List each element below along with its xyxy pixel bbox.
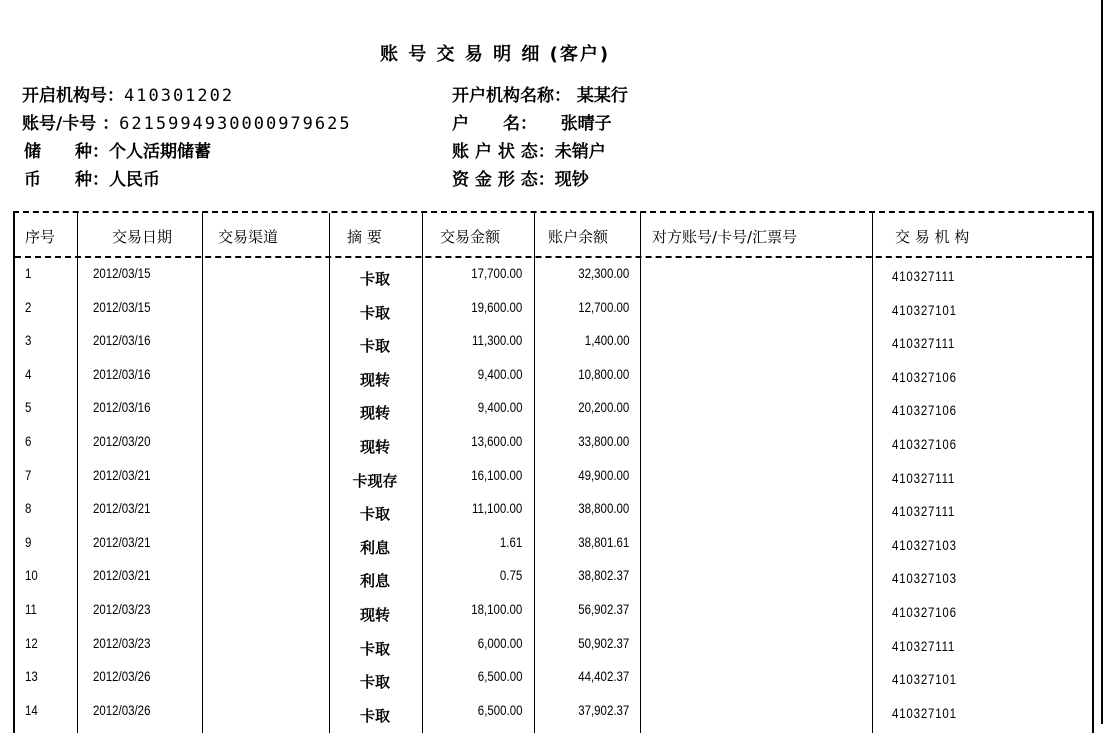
cell-org: 410327111 bbox=[892, 335, 956, 352]
cell-date: 2012/03/15 bbox=[93, 298, 151, 315]
cell-balance: 37,902.37 bbox=[577, 701, 629, 718]
cell-amount: 11,100.00 bbox=[471, 500, 522, 517]
header-date: 交易日期 bbox=[112, 228, 173, 246]
table-row bbox=[15, 259, 1092, 293]
account-status bbox=[452, 142, 606, 162]
cell-no: 10 bbox=[25, 567, 38, 584]
cell-balance: 44,402.37 bbox=[577, 668, 629, 685]
cell-balance: 56,902.37 bbox=[577, 601, 629, 617]
table-row bbox=[15, 561, 1092, 595]
cell-date: 2012/03/20 bbox=[93, 433, 151, 449]
status-value: 未销户 bbox=[554, 142, 606, 162]
status-label: 账 户 状 态： bbox=[452, 142, 555, 162]
cell-amount: 18,100.00 bbox=[470, 601, 522, 617]
cell-org: 410327101 bbox=[892, 671, 957, 688]
currency-label: 币 种： bbox=[24, 170, 109, 190]
cell-org: 410327106 bbox=[892, 604, 957, 620]
cell-org: 410327106 bbox=[892, 436, 957, 452]
cell-no: 6 bbox=[25, 433, 32, 449]
cell-date: 2012/03/26 bbox=[93, 701, 151, 718]
cell-amount: 6,500.00 bbox=[477, 701, 522, 718]
open-org-no-label: 开启机构号： bbox=[22, 86, 124, 106]
table-row bbox=[15, 293, 1092, 327]
cell-date: 2012/03/16 bbox=[93, 399, 151, 416]
category-value: 个人活期储蓄 bbox=[109, 142, 211, 162]
cell-date: 2012/03/26 bbox=[93, 668, 151, 685]
cell-no: 7 bbox=[25, 466, 32, 483]
header-channel: 交易渠道 bbox=[218, 228, 279, 246]
cell-date: 2012/03/23 bbox=[93, 601, 151, 617]
category-label: 储 种： bbox=[24, 142, 109, 162]
cell-summary: 现转 bbox=[359, 370, 391, 389]
cell-summary: 卡取 bbox=[359, 505, 391, 524]
cell-amount: 0.75 bbox=[499, 567, 522, 584]
page-right-border bbox=[1101, 0, 1103, 724]
cell-org: 410327111 bbox=[892, 268, 956, 284]
cell-no: 2 bbox=[25, 298, 32, 315]
cell-summary: 利息 bbox=[359, 572, 391, 591]
table-row bbox=[15, 662, 1092, 696]
cell-no: 3 bbox=[25, 332, 32, 349]
cell-balance: 20,200.00 bbox=[577, 399, 629, 416]
cell-summary: 卡取 bbox=[359, 706, 391, 725]
fund-form-value: 现钞 bbox=[554, 170, 589, 190]
header-counterparty: 对方账号/卡号/汇票号 bbox=[652, 228, 798, 246]
account-label: 账号/卡号 ： bbox=[22, 114, 120, 134]
open-org-name bbox=[452, 86, 628, 106]
cell-summary: 卡取 bbox=[359, 673, 391, 692]
table-row bbox=[15, 393, 1092, 427]
cell-date: 2012/03/16 bbox=[93, 332, 151, 349]
cell-amount: 17,700.00 bbox=[470, 265, 522, 281]
cell-summary: 现转 bbox=[359, 606, 391, 624]
fund-form bbox=[452, 170, 589, 190]
cell-no: 9 bbox=[25, 533, 32, 550]
cell-no: 8 bbox=[25, 500, 32, 517]
cell-balance: 12,700.00 bbox=[577, 298, 629, 315]
open-org-no-value: 410301202 bbox=[124, 86, 235, 106]
header-summary: 摘 要 bbox=[347, 228, 382, 246]
cell-summary: 卡取 bbox=[359, 303, 391, 322]
cell-no: 13 bbox=[25, 668, 38, 685]
cell-amount: 16,100.00 bbox=[470, 466, 522, 483]
header-amount: 交易金额 bbox=[440, 228, 501, 246]
table-row bbox=[15, 326, 1092, 360]
cell-no: 14 bbox=[25, 701, 38, 718]
cell-balance: 10,800.00 bbox=[577, 365, 629, 382]
currency bbox=[24, 170, 160, 190]
cell-no: 5 bbox=[25, 399, 32, 416]
cell-amount: 11,300.00 bbox=[471, 332, 522, 349]
cell-summary: 现转 bbox=[359, 438, 391, 456]
cell-date: 2012/03/21 bbox=[93, 567, 151, 584]
table-row bbox=[15, 360, 1092, 394]
cell-org: 410327111 bbox=[892, 637, 956, 654]
fund-form-label: 资 金 形 态： bbox=[452, 170, 555, 190]
cell-amount: 19,600.00 bbox=[470, 298, 522, 315]
cell-no: 4 bbox=[25, 365, 32, 382]
cell-no: 1 bbox=[25, 265, 32, 281]
cell-org: 410327111 bbox=[892, 469, 956, 486]
account-number bbox=[22, 114, 352, 134]
account-value: 6215994930000979625 bbox=[119, 114, 352, 134]
page-title: 账 号 交 易 明 细 (客户) bbox=[380, 44, 611, 65]
cell-balance: 1,400.00 bbox=[584, 332, 629, 349]
header-balance: 账户余额 bbox=[548, 228, 609, 246]
cell-amount: 6,500.00 bbox=[477, 668, 522, 685]
cell-amount: 6,000.00 bbox=[477, 634, 522, 651]
cell-summary: 卡取 bbox=[359, 337, 391, 356]
cell-balance: 38,801.61 bbox=[577, 533, 629, 550]
cell-no: 12 bbox=[25, 634, 38, 651]
cell-amount: 1.61 bbox=[499, 533, 522, 550]
header-org: 交 易 机 构 bbox=[895, 228, 970, 246]
holder-value: 张晴子 bbox=[560, 114, 612, 134]
cell-no: 11 bbox=[25, 601, 37, 617]
header-no: 序号 bbox=[25, 228, 56, 246]
table-row bbox=[15, 494, 1092, 528]
table-row bbox=[15, 461, 1092, 495]
cell-org: 410327111 bbox=[892, 503, 956, 520]
cell-org: 410327101 bbox=[892, 301, 957, 318]
table-row bbox=[15, 696, 1092, 730]
table-row bbox=[15, 528, 1092, 562]
cell-date: 2012/03/21 bbox=[93, 500, 151, 517]
cell-org: 410327103 bbox=[892, 570, 957, 587]
account-holder bbox=[452, 114, 612, 134]
cell-amount: 9,400.00 bbox=[477, 399, 522, 416]
table-row bbox=[15, 595, 1092, 629]
cell-balance: 49,900.00 bbox=[577, 466, 629, 483]
cell-amount: 9,400.00 bbox=[477, 365, 522, 382]
open-org-name-value: 某某行 bbox=[576, 86, 628, 106]
cell-date: 2012/03/23 bbox=[93, 634, 151, 651]
cell-org: 410327106 bbox=[892, 368, 957, 385]
table-header bbox=[15, 213, 1092, 258]
cell-org: 410327106 bbox=[892, 402, 957, 419]
cell-summary: 卡取 bbox=[359, 639, 391, 658]
cell-amount: 13,600.00 bbox=[470, 433, 522, 449]
cell-date: 2012/03/16 bbox=[93, 365, 151, 382]
open-org-name-label: 开户机构名称： bbox=[452, 86, 571, 106]
cell-org: 410327103 bbox=[892, 536, 957, 553]
cell-summary: 利息 bbox=[359, 538, 391, 557]
cell-summary: 卡取 bbox=[359, 270, 391, 288]
cell-balance: 38,800.00 bbox=[577, 500, 629, 517]
cell-balance: 33,800.00 bbox=[577, 433, 629, 449]
table-row bbox=[15, 629, 1092, 663]
transaction-table bbox=[13, 211, 1094, 733]
cell-balance: 50,902.37 bbox=[577, 634, 629, 651]
holder-label: 户 名： bbox=[452, 114, 537, 134]
table-row bbox=[15, 427, 1092, 461]
deposit-category bbox=[24, 142, 211, 162]
currency-value: 人民币 bbox=[109, 170, 160, 190]
cell-summary: 现转 bbox=[359, 404, 391, 423]
cell-date: 2012/03/21 bbox=[93, 533, 151, 550]
cell-balance: 38,802.37 bbox=[577, 567, 629, 584]
cell-org: 410327101 bbox=[892, 704, 957, 721]
cell-summary: 卡现存 bbox=[352, 471, 398, 490]
open-org-no bbox=[22, 86, 234, 106]
cell-date: 2012/03/21 bbox=[93, 466, 151, 483]
cell-date: 2012/03/15 bbox=[93, 265, 151, 281]
cell-balance: 32,300.00 bbox=[577, 265, 629, 281]
